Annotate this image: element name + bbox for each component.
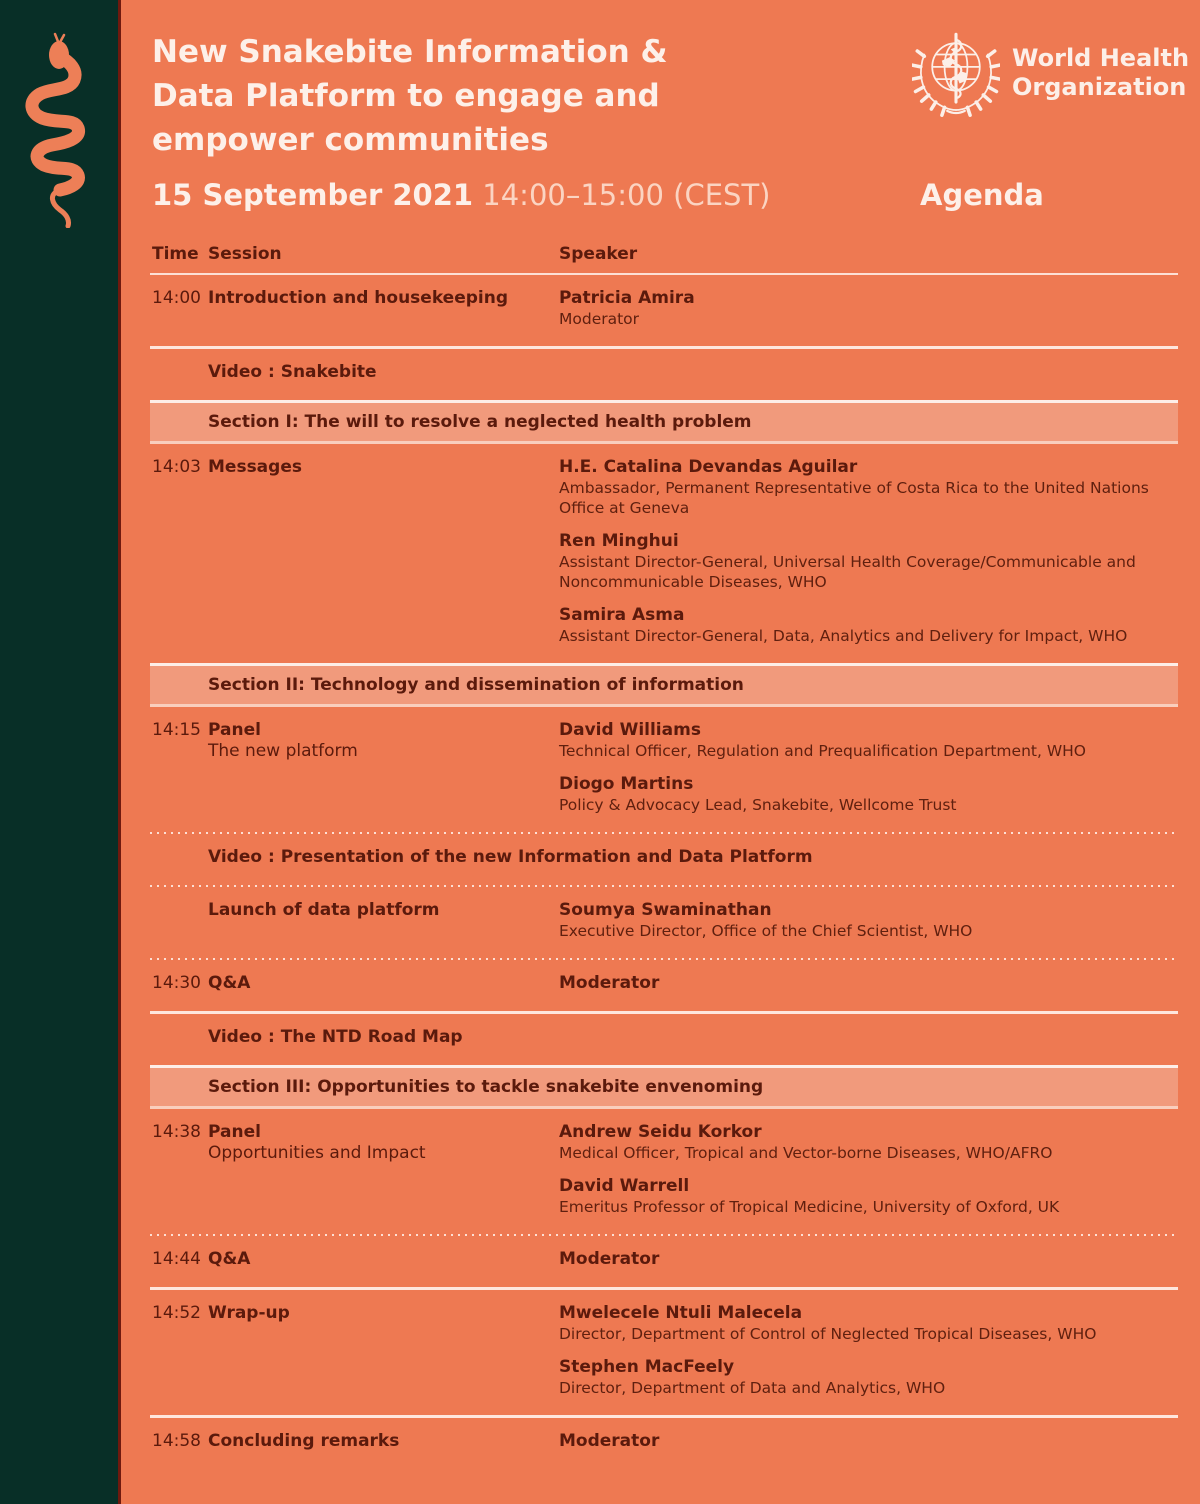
agenda-row [150,1236,1178,1287]
speaker-cell [559,1249,1178,1270]
speaker-entry [559,1122,1178,1163]
speaker-name: Moderator [559,1249,660,1269]
session-title: Concluding remarks [208,1431,400,1451]
time-cell: 14:52 [152,1303,201,1323]
time-cell: 14:15 [152,720,201,740]
speaker-role: Director, Department of Control of Neglected Tropical Diseases, WHO [559,1325,1097,1343]
speaker-name: Samira Asma [559,605,685,625]
speaker-cell [559,457,1178,646]
who-logo [912,28,1189,118]
speaker-role: Assistant Director-General, Universal Health Coverage/Communicable and Noncommunicable Diseases, WHO [559,553,1136,591]
speaker-entry [559,605,1178,646]
session-subtitle: The new platform [208,741,358,761]
speaker-name: H.E. Catalina Devandas Aguilar [559,457,858,477]
speaker-cell [559,1431,1178,1452]
session-title: Q&A [208,973,251,993]
agenda-row [150,1418,1178,1469]
speaker-cell [559,1303,1178,1398]
session-title: Q&A [208,1249,251,1269]
agenda-row [150,960,1178,1011]
who-logo-text [1012,44,1189,102]
column-header-speaker: Speaker [559,244,638,264]
agenda-rows [150,275,1178,1469]
session-cell [208,1122,559,1217]
speaker-role: Director, Department of Data and Analytics, WHO [559,1379,946,1397]
speaker-entry [559,1249,1178,1270]
section-header-bar: Section I: The will to resolve a neglected health problem [150,400,1178,444]
who-logo-line-2: Organization [1012,73,1187,101]
speaker-entry [559,774,1178,815]
time-cell: 14:44 [152,1249,201,1269]
session-title: Launch of data platform [208,900,440,920]
speaker-name: David Warrell [559,1176,690,1196]
speaker-cell [559,720,1178,815]
time-cell: 14:38 [152,1122,201,1142]
speaker-entry [559,1303,1178,1344]
page-title-line-3: empower communities [152,122,549,158]
time-cell: 14:03 [152,457,201,477]
section-header-bar: Section III: Opportunities to tackle snakebite envenoming [150,1065,1178,1109]
time-cell: 14:58 [152,1431,201,1451]
event-date [152,178,770,212]
snake-icon [8,28,112,228]
speaker-role: Executive Director, Office of the Chief Scientist, WHO [559,922,973,940]
agenda-heading: Agenda [920,178,1044,212]
speaker-entry [559,1431,1178,1452]
time-cell: 14:00 [152,288,201,308]
event-time-range: 14:00–15:00 (CEST) [473,178,771,212]
speaker-name: Diogo Martins [559,774,694,794]
event-date-bold: 15 September 2021 [152,178,474,212]
speaker-role: Technical Officer, Regulation and Prequalification Department, WHO [559,742,1086,760]
time-cell [152,900,208,941]
agenda-table [150,244,1178,1469]
time-cell: 14:30 [152,973,201,993]
session-subtitle: Opportunities and Impact [208,1143,426,1163]
speaker-name: Soumya Swaminathan [559,900,772,920]
session-cell [208,1249,559,1270]
table-header-row [150,244,1178,273]
speaker-name: Moderator [559,973,660,993]
speaker-cell [559,973,1178,994]
session-title: Introduction and housekeeping [208,288,508,308]
session-cell [208,900,559,941]
session-cell [208,457,559,646]
session-title: Wrap-up [208,1303,290,1323]
session-title: Panel [208,1122,261,1142]
agenda-row [150,275,1178,346]
speaker-name: David Williams [559,720,701,740]
column-header-time: Time [152,244,199,264]
session-cell [208,720,559,815]
agenda-row [150,1290,1178,1415]
speaker-entry [559,1176,1178,1217]
session-cell [208,1303,559,1398]
session-title: Panel [208,720,261,740]
agenda-row [150,887,1178,958]
column-header-session: Session [208,244,282,264]
speaker-role: Ambassador, Permanent Representative of Costa Rica to the United Nations Office at Geneva [559,479,1149,517]
speaker-name: Mwelecele Ntuli Malecela [559,1303,803,1323]
speaker-name: Andrew Seidu Korkor [559,1122,762,1142]
speaker-cell [559,900,1178,941]
who-logo-line-1: World Health [1012,44,1190,72]
speaker-entry [559,457,1178,518]
page-title [152,30,772,162]
speaker-name: Moderator [559,1431,660,1451]
sidebar-divider-line [118,0,121,1504]
speaker-entry [559,720,1178,761]
session-title: Messages [208,457,302,477]
speaker-entry [559,531,1178,592]
session-cell [208,973,559,994]
speaker-role: Moderator [559,310,640,328]
section-header-bar: Section II: Technology and dissemination of information [150,663,1178,707]
page-title-line-1: New Snakebite Information & [152,34,668,70]
video-label: Video : Presentation of the new Information and Data Platform [208,847,813,867]
video-label: Video : The NTD Road Map [208,1027,463,1047]
agenda-row [150,707,1178,832]
session-cell [208,1431,559,1452]
speaker-entry [559,1357,1178,1398]
left-sidebar [0,0,118,1504]
who-emblem-icon [912,28,1000,118]
speaker-name: Patricia Amira [559,288,695,308]
speaker-role: Assistant Director-General, Data, Analytics and Delivery for Impact, WHO [559,627,1128,645]
speaker-cell [559,288,1178,329]
speaker-role: Policy & Advocacy Lead, Snakebite, Wellcome Trust [559,796,957,814]
speaker-cell [559,1122,1178,1217]
speaker-entry [559,900,1178,941]
speaker-role: Emeritus Professor of Tropical Medicine, University of Oxford, UK [559,1198,1060,1216]
speaker-role: Medical Officer, Tropical and Vector-borne Diseases, WHO/AFRO [559,1144,1053,1162]
agenda-row [150,444,1178,663]
session-cell [208,288,559,329]
speaker-entry [559,288,1178,329]
speaker-name: Ren Minghui [559,531,679,551]
page-title-line-2: Data Platform to engage and [152,78,660,114]
agenda-row [150,1109,1178,1234]
speaker-name: Stephen MacFeely [559,1357,735,1377]
video-label: Video : Snakebite [208,362,377,382]
speaker-entry [559,973,1178,994]
